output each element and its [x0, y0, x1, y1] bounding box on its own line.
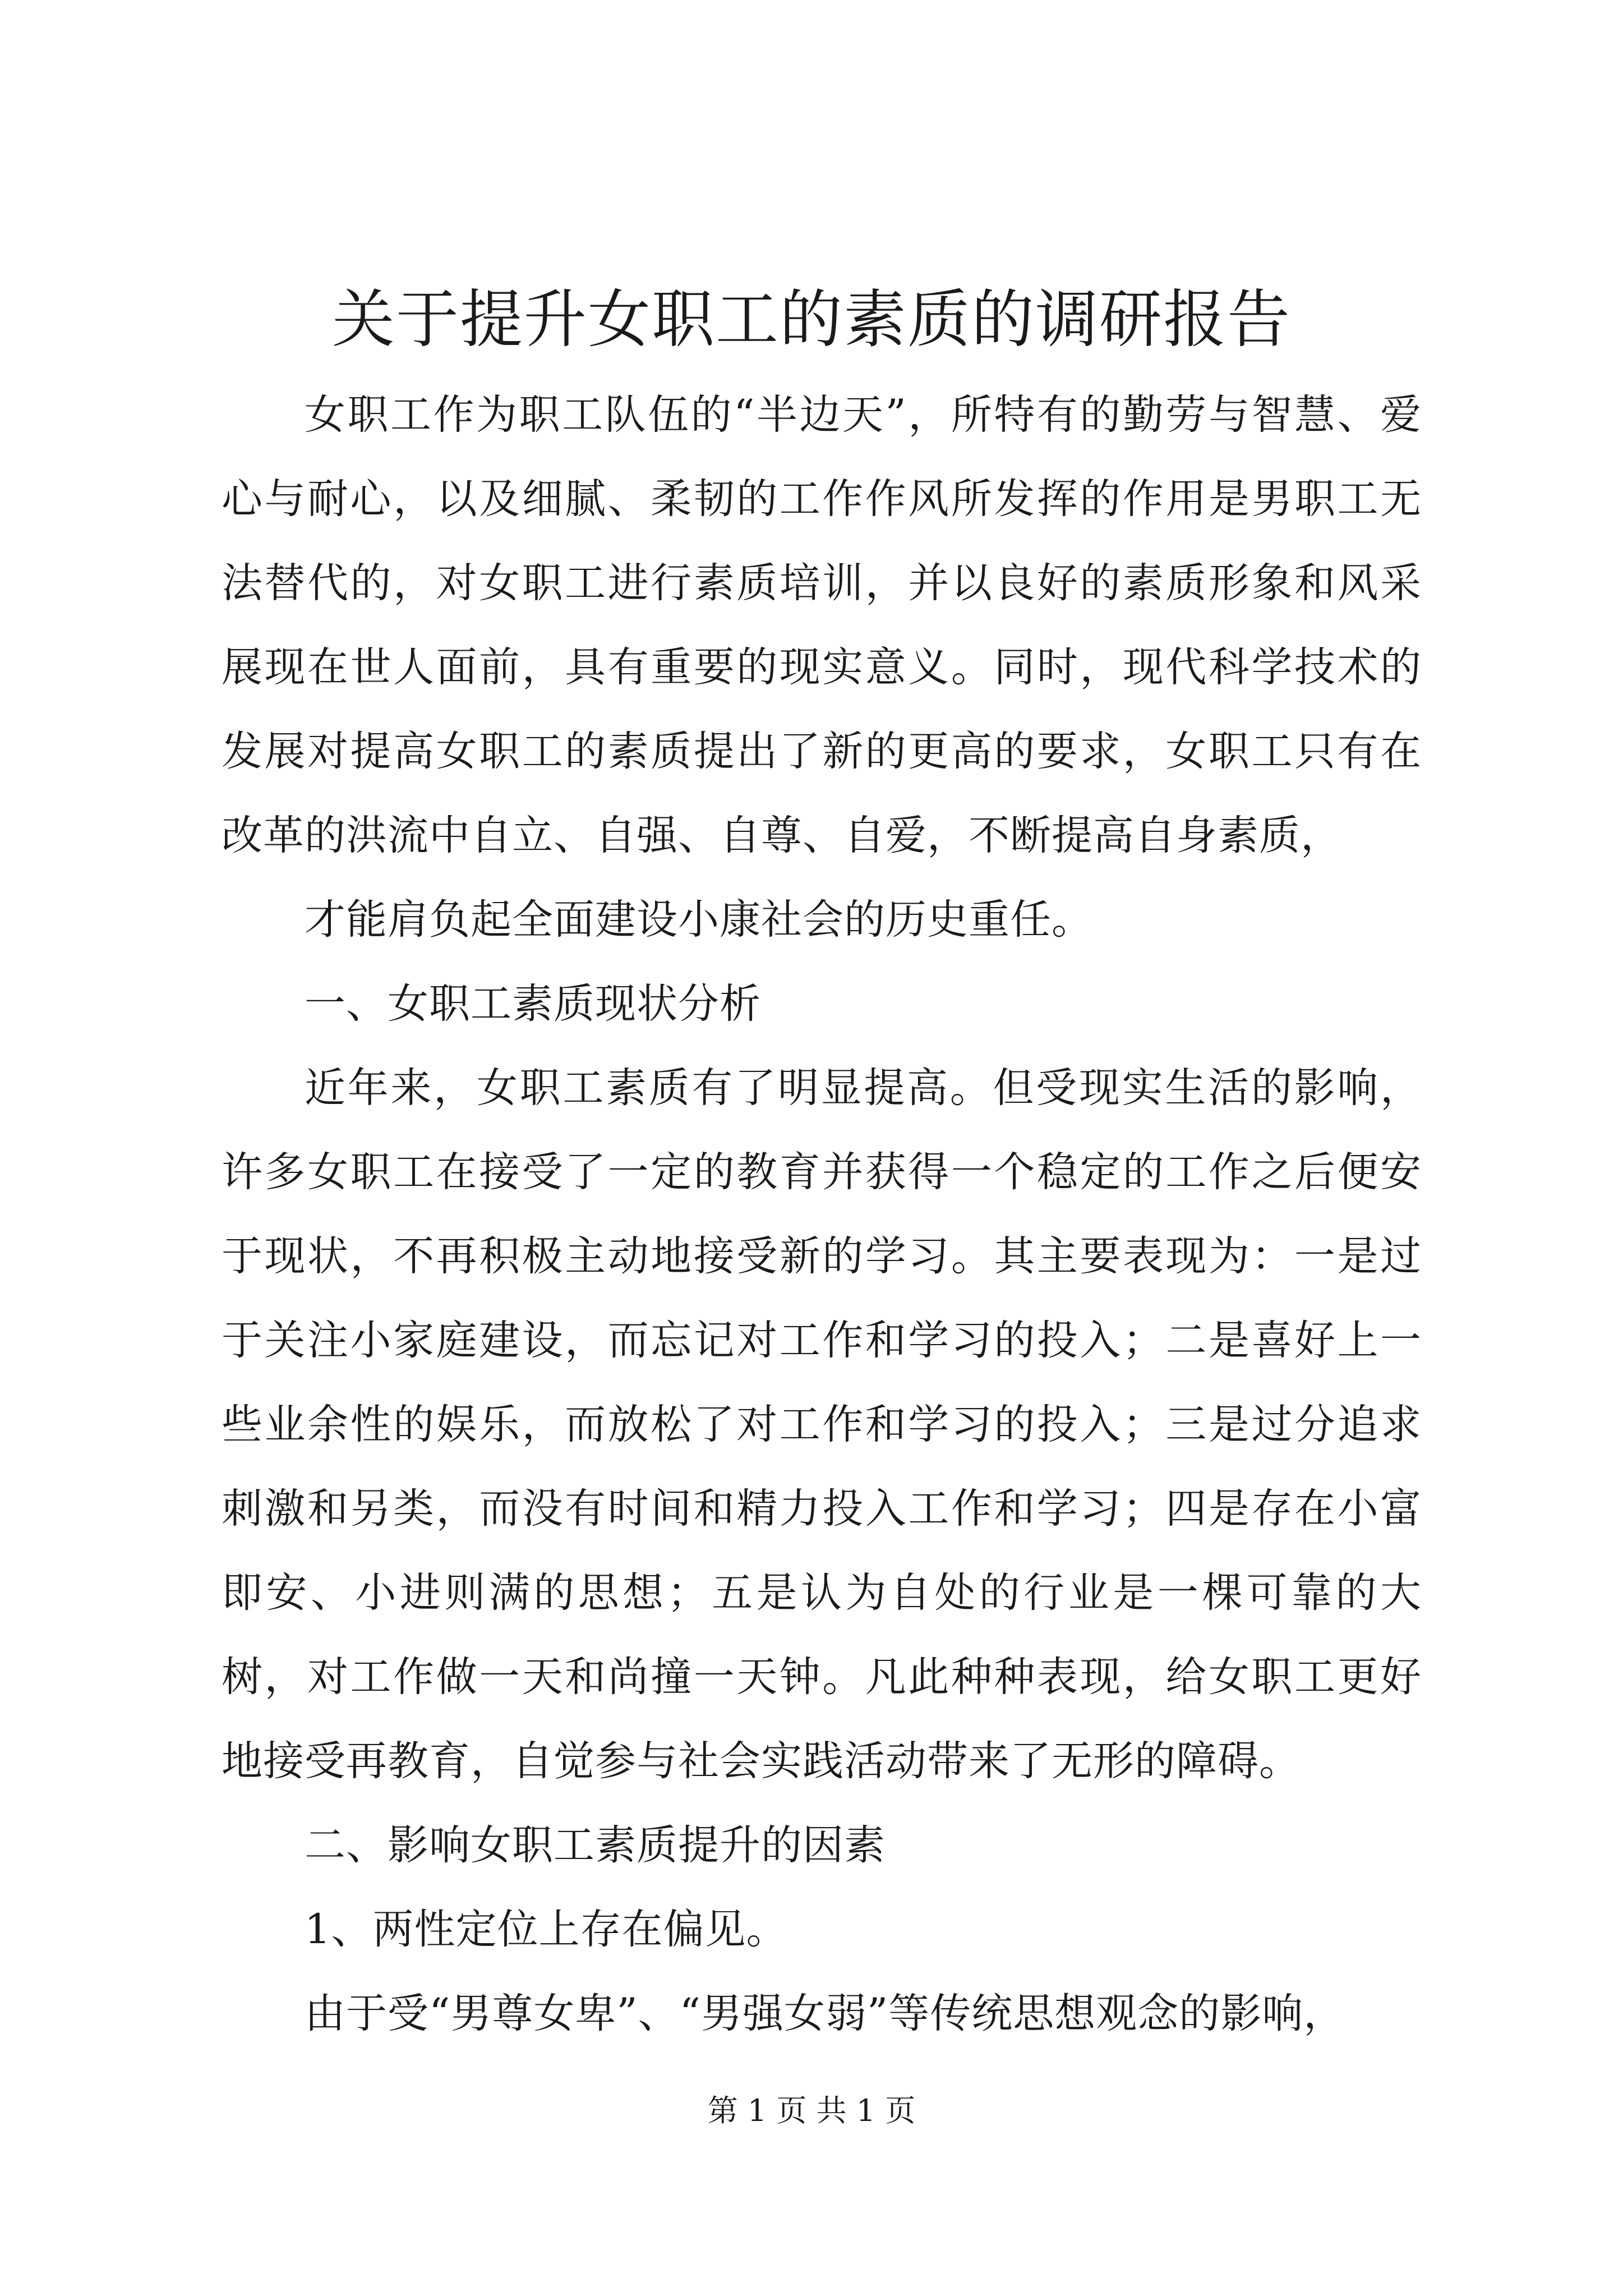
document-body: [222, 373, 1422, 2056]
subsection-heading-2-1: 1、两性定位上存在偏见。: [305, 1906, 788, 1953]
section-heading-1: 一、女职工素质现状分析: [305, 980, 761, 1028]
paragraph-section-1: 近年来，女职工素质有了明显提高。但受现实生活的影响，许多女职工在接受了一定的教育并获得一个稳定的工作之后便安于现状，不再积极主动地接受新的学习。其主要表现为：一是过于关注小家庭建设，而忘记对工作和学习的投入；二是喜好上一些业余性的娱乐，而放松了对工作和学习的投入；三是过分追求刺激和另类，而没有时间和精力投入工作和学习；四是存在小富即安、小进则满的思想；五是认为自处的行业是一棵可靠的大树，对工作做一天和尚撞一天钟。凡此种种表现，给女职工更好地接受再教育，自觉参与社会实践活动带来了无形的障碍。: [222, 1064, 1422, 1785]
paragraph-intro-conclusion: 才能肩负起全面建设小康社会的历史重任。: [305, 896, 1093, 944]
paragraph-intro: 女职工作为职工队伍的“半边天”，所特有的勤劳与智慧、爱心与耐心，以及细腻、柔韧的工作作风所发挥的作用是男职工无法替代的，对女职工进行素质培训，并以良好的素质形象和风采展现在世人面前，具有重要的现实意义。同时，现代科学技术的发展对提高女职工的素质提出了新的更高的要求，女职工只有在改革的洪流中自立、自强、自尊、自爱，不断提高自身素质，: [222, 391, 1422, 859]
page-footer: 第 1 页 共 1 页: [707, 2093, 916, 2128]
paragraph-subsection-2-1: 由于受“男尊女卑”、“男强女弱”等传统思想观念的影响，: [305, 1990, 1345, 2037]
document-title: 关于提升女职工的素质的调研报告: [332, 283, 1291, 356]
section-heading-2: 二、影响女职工素质提升的因素: [305, 1821, 886, 1869]
